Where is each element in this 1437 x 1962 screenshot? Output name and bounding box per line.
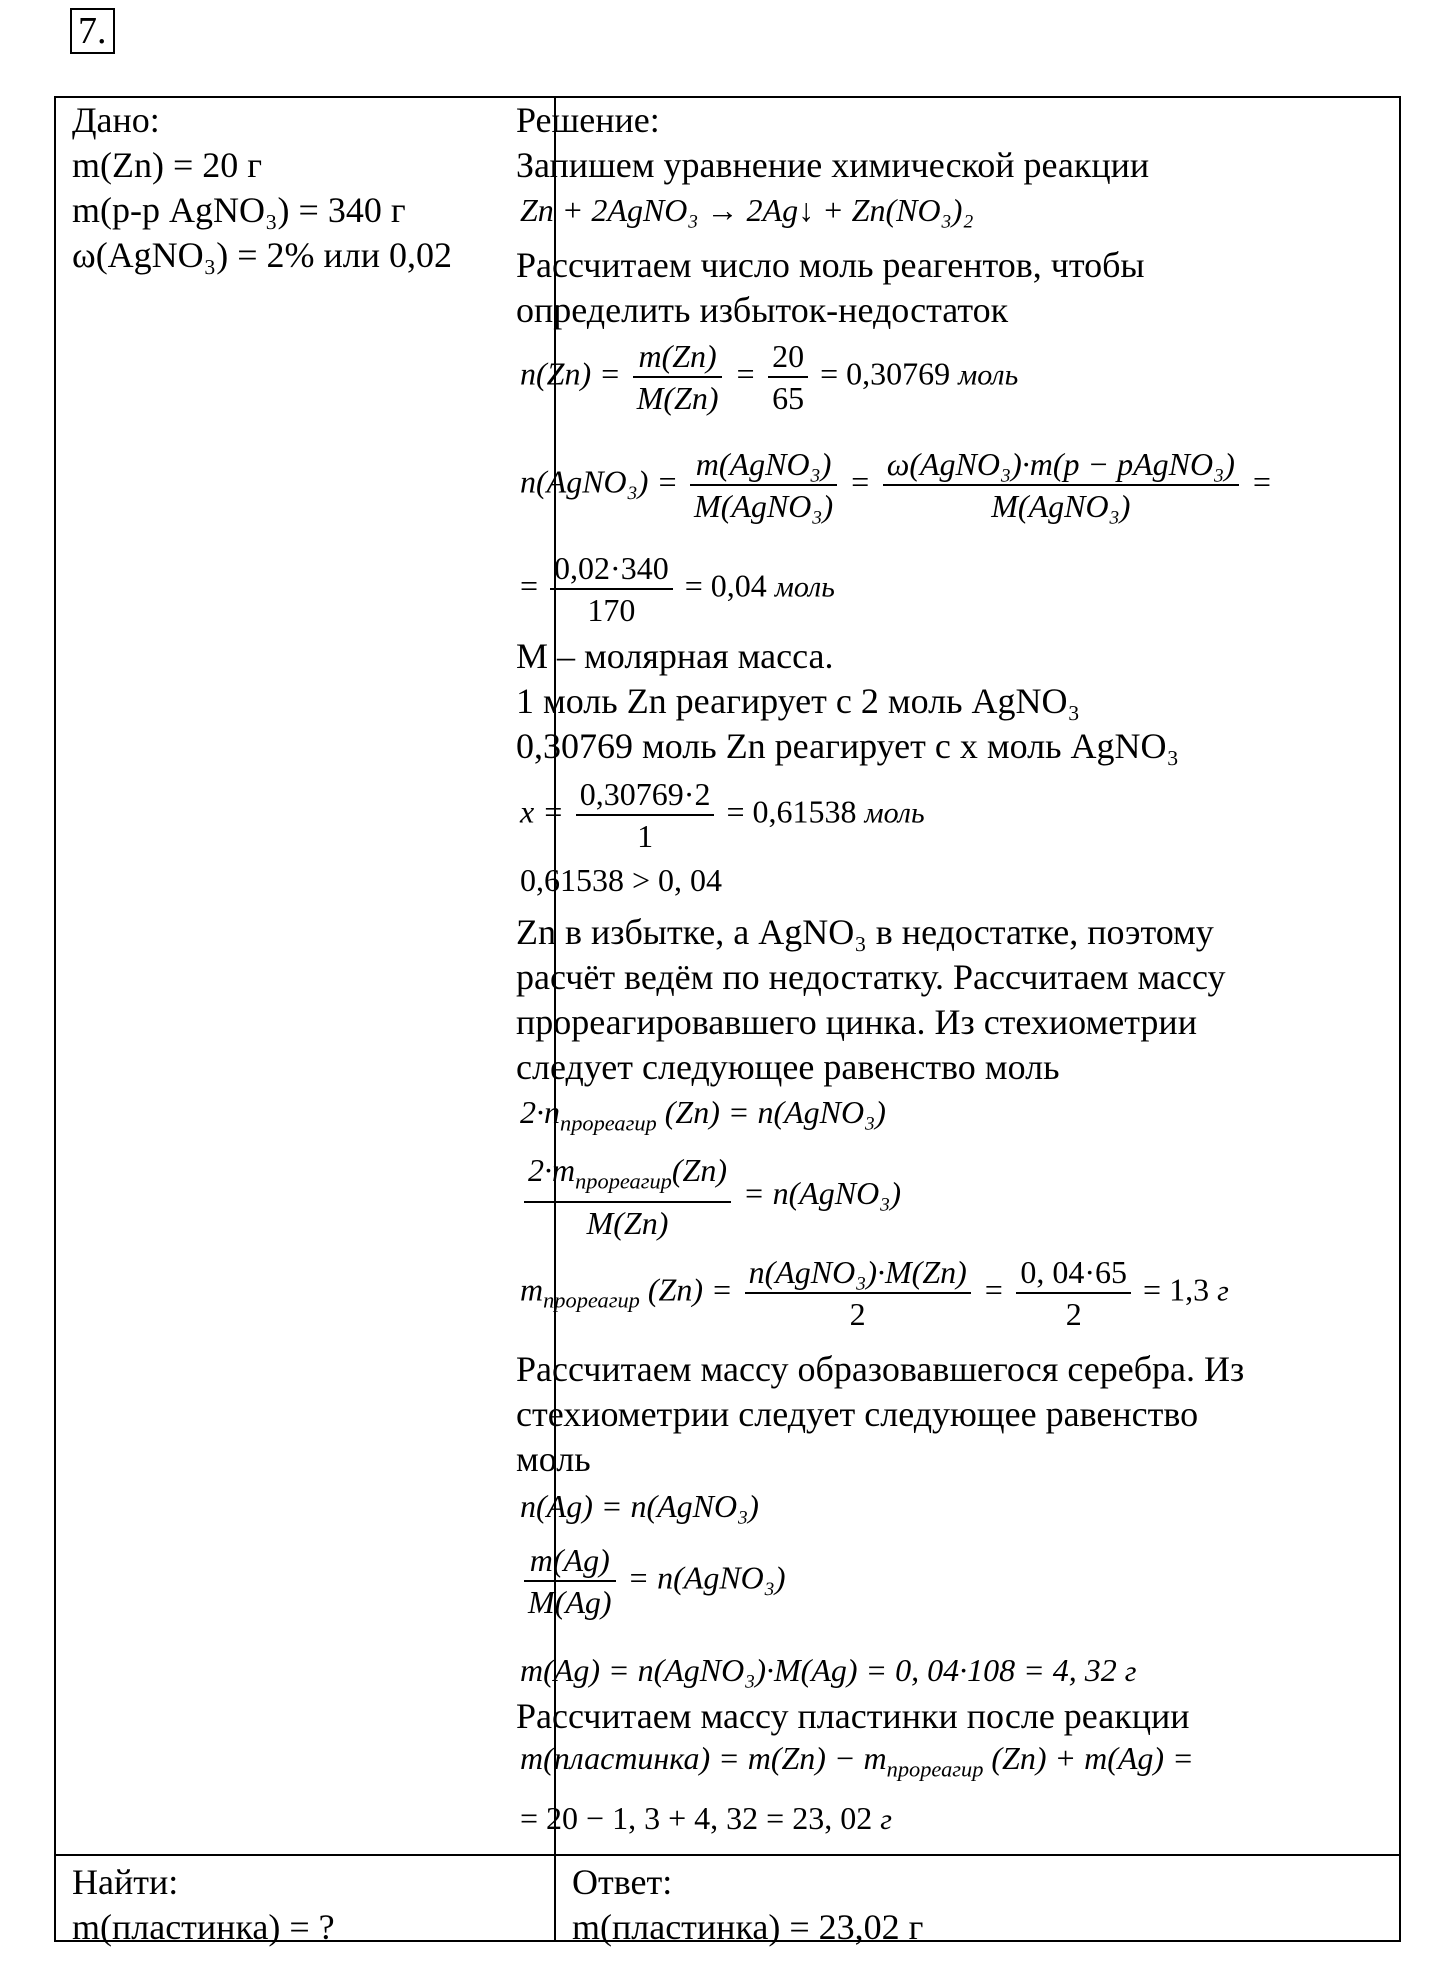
- formula-part: = 0,61538: [726, 793, 857, 830]
- solution-text: 0,30769 моль Zn реагирует с x моль AgNO₃: [516, 726, 1180, 766]
- denominator: M(AgNO₃): [694, 488, 834, 524]
- formula-mole-equality: [520, 1094, 886, 1136]
- formula-part: (Zn): [671, 1152, 727, 1188]
- unit-label: г: [1217, 1274, 1229, 1308]
- formula-part: m: [520, 1271, 544, 1308]
- answer-cell: [572, 1860, 923, 1950]
- formula-mass-ratio: [520, 1150, 901, 1243]
- formula-part: = n(AgNO₃): [627, 1559, 786, 1596]
- solution-text: Рассчитаем число моль реагентов, чтобы: [516, 245, 1145, 285]
- formula-part: =: [982, 1271, 1005, 1308]
- numerator: 0, 04·65: [1016, 1252, 1131, 1294]
- formula-part: =: [849, 463, 871, 500]
- denominator: 1: [637, 818, 654, 854]
- formula-plate-mass-value: [520, 1800, 892, 1837]
- formula-part: x =: [520, 793, 564, 830]
- subscript: прореагир: [543, 1287, 640, 1313]
- numerator: ω(AgNO₃)·m(p − pAgNO₃): [883, 444, 1239, 486]
- answer-line: m(пластинка) = 23,02 г: [572, 1907, 924, 1947]
- formula-x: [520, 774, 925, 856]
- numerator: 0,02·340: [550, 548, 673, 590]
- formula-part: = n(AgNO₃): [742, 1175, 901, 1212]
- given-line: m(Zn) = 20 г: [72, 145, 263, 185]
- fraction: [768, 336, 808, 418]
- formula-part: n(Zn) =: [520, 355, 621, 392]
- unit-label: моль: [774, 570, 835, 604]
- fraction: [883, 444, 1239, 526]
- unit-label: г: [1124, 1655, 1137, 1688]
- subscript: прореагир: [575, 1168, 672, 1194]
- task-number: 7.: [70, 8, 115, 54]
- numerator: 0,30769·2: [576, 774, 715, 816]
- denominator: M(Ag): [528, 1584, 612, 1620]
- solution-text: следует следующее равенство моль: [516, 1047, 1060, 1087]
- formula-n-ag: n(Ag) = n(AgNO₃): [520, 1488, 759, 1524]
- find-heading: Найти:: [72, 1862, 179, 1902]
- fraction: [745, 1252, 971, 1334]
- fraction: [633, 336, 723, 418]
- formula-part: = 0,30769: [820, 355, 951, 392]
- formula-ag-ratio: [520, 1540, 786, 1622]
- denominator: 170: [587, 592, 636, 628]
- denominator: M(AgNO₃): [991, 488, 1131, 524]
- numerator: [524, 1150, 731, 1203]
- denominator: 2: [1065, 1296, 1082, 1332]
- denominator: 65: [772, 380, 805, 416]
- solution-text: моль: [516, 1439, 591, 1479]
- fraction: [1016, 1252, 1131, 1334]
- formula-part: =: [520, 567, 539, 604]
- formula-part: m(пластинка) = m(Zn) − m: [520, 1740, 887, 1776]
- subscript: прореагир: [560, 1110, 657, 1136]
- solution-text: стехиометрии следует следующее равенство: [516, 1394, 1199, 1434]
- find-cell: [72, 1860, 335, 1950]
- solution-text: M – молярная масса.: [516, 636, 834, 676]
- formula-part: (Zn) = n(AgNO₃): [664, 1094, 886, 1130]
- fraction: [690, 444, 837, 526]
- reaction-equation: Zn + 2AgNO₃ → 2Ag↓ + Zn(NO₃)₂: [520, 192, 974, 228]
- formula-part: (Zn) + m(Ag) =: [991, 1740, 1194, 1776]
- given-cell: [72, 98, 452, 278]
- formula-part: =: [734, 355, 757, 392]
- fraction: [524, 1540, 616, 1622]
- solution-text: прореагировавшего цинка. Из стехиометрии: [516, 1002, 1197, 1042]
- formula-ag-mass: [520, 1652, 1136, 1689]
- unit-label: моль: [864, 796, 925, 830]
- formula-n-zn: [520, 336, 1018, 418]
- numerator: m(Ag): [524, 1540, 616, 1582]
- solution-text: Рассчитаем массу образовавшегося серебра. Из: [516, 1349, 1245, 1389]
- numerator: m(Zn): [633, 336, 723, 378]
- formula-part: 2·n: [520, 1094, 560, 1130]
- formula-n-agno3-value: [520, 548, 835, 630]
- solution-text: Рассчитаем массу пластинки после реакции: [516, 1696, 1190, 1736]
- formula-part: 2·m: [528, 1152, 576, 1188]
- fraction: [576, 774, 715, 856]
- formula-zn-mass: [520, 1252, 1229, 1334]
- denominator: 2: [849, 1296, 866, 1332]
- denominator: M(Zn): [586, 1205, 669, 1242]
- given-heading: Дано:: [72, 100, 160, 140]
- formula-part: = 1,3: [1143, 1271, 1210, 1308]
- unit-label: г: [880, 1803, 892, 1836]
- numerator: n(AgNO₃)·M(Zn): [745, 1252, 971, 1294]
- formula-plate-mass: [520, 1740, 1194, 1782]
- denominator: M(Zn): [636, 380, 719, 416]
- solution-heading: Решение:: [516, 100, 660, 140]
- formula-part: (Zn) =: [647, 1271, 733, 1308]
- answer-heading: Ответ:: [572, 1862, 673, 1902]
- given-line: m(р-р AgNO₃) = 340 г: [72, 190, 406, 230]
- find-line: m(пластинка) = ?: [72, 1907, 335, 1947]
- row-divider: [56, 1854, 1399, 1856]
- formula-part: =: [1250, 463, 1273, 500]
- comparison: 0,61538 > 0, 04: [520, 862, 723, 898]
- formula-part: = 20 − 1, 3 + 4, 32 = 23, 02: [520, 1800, 873, 1836]
- numerator: 20: [768, 336, 808, 378]
- formula-part: m(Ag) = n(AgNO₃)·M(Ag) = 0, 04·108 = 4, 32: [520, 1652, 1117, 1688]
- solution-text: Запишем уравнение химической реакции: [516, 145, 1150, 185]
- fraction: [524, 1150, 731, 1243]
- numerator: m(AgNO₃): [690, 444, 837, 486]
- solution-text: Zn в избытке, а AgNO₃ в недостатке, поэтому: [516, 912, 1214, 952]
- solution-text: 1 моль Zn реагирует с 2 моль AgNO₃: [516, 681, 1081, 721]
- subscript: прореагир: [886, 1756, 984, 1782]
- solution-text: расчёт ведём по недостатку. Рассчитаем массу: [516, 957, 1226, 997]
- formula-part: = 0,04: [684, 567, 767, 604]
- formula-n-agno3: [520, 444, 1272, 526]
- solution-text: определить избыток-недостаток: [516, 290, 1009, 330]
- unit-label: моль: [958, 358, 1019, 392]
- formula-part: n(AgNO₃) =: [520, 463, 679, 500]
- fraction: [550, 548, 673, 630]
- given-line: ω(AgNO₃) = 2% или 0,02: [72, 235, 453, 275]
